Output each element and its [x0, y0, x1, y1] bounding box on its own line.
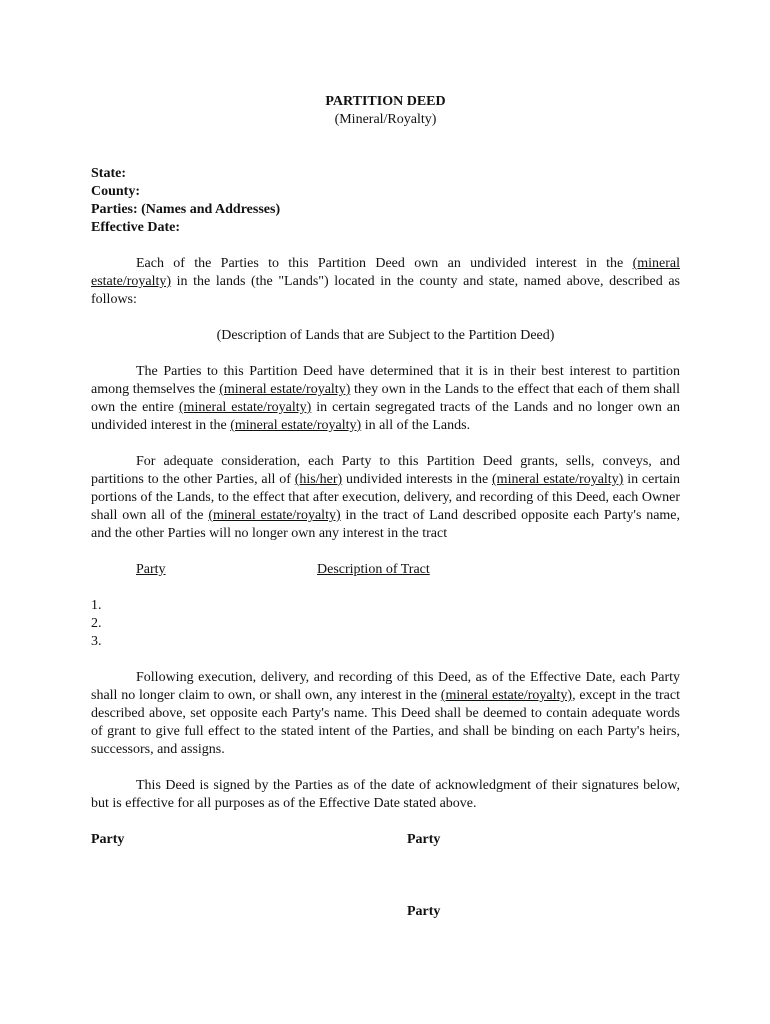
meta-block: [91, 165, 680, 237]
signature-party-right: Party: [407, 904, 441, 919]
paragraph-ownership: [91, 255, 680, 309]
effective-date-label: Effective Date:: [91, 220, 181, 235]
paragraph-signing: This Deed is signed by the Parties as of the date of acknowledgment of their signatures below, but is effective for all purposes as of the Effective Date stated above.: [91, 778, 680, 811]
signature-party-left: Party: [91, 832, 125, 847]
text-run: , except in the tract described above, set opposite each Party's name. This Deed shall be deemed to contain adequate words of grant to give full effect to the stated intent of the Parties, and shall be binding on each Party's heirs, successors, and assigns.: [91, 688, 680, 757]
list-item: 3.: [91, 634, 102, 649]
underlined-term: (mineral estate/royalty): [208, 508, 341, 523]
signature-party-right: Party: [407, 832, 441, 847]
text-run: For adequate consideration, each Party to this Partition Deed grants, sells, conveys, and partitions to the other Parties, all of: [91, 454, 680, 487]
paragraph-effect: [91, 669, 680, 759]
underlined-term: (his/her): [294, 472, 343, 487]
text-run: Following execution, delivery, and recording of this Deed, as of the Effective Date, each Party shall no longer claim to own, or shall own, any interest in the: [91, 670, 680, 703]
list-item: 2.: [91, 616, 102, 631]
text-run: undivided interests in the: [342, 472, 493, 487]
state-label: State:: [91, 166, 126, 181]
paragraph-determination: [91, 363, 680, 435]
text-run: they own in the Lands to the effect that each of them shall own the entire: [91, 382, 681, 415]
signature-row: [91, 903, 680, 921]
text-run: in certain portions of the Lands, to the effect that after execution, delivery, and recording of this Deed, each Owner shall own all of the: [91, 472, 681, 523]
column-description: Description of Tract: [317, 562, 430, 577]
text-run: Each of the Parties to this Partition Deed own an undivided interest in the: [136, 256, 633, 271]
text-run: in the lands (the "Lands") located in the county and state, named above, described as follows:: [91, 274, 680, 307]
underlined-term: (mineral estate/royalty): [492, 472, 624, 487]
underlined-term: (mineral estate/royalty): [91, 256, 680, 289]
signature-row: [91, 831, 680, 849]
text-run: The Parties to this Partition Deed have determined that it is in their best interest to partition among themselves the: [91, 364, 680, 397]
land-description-placeholder: (Description of Lands that are Subject to the Partition Deed): [216, 328, 555, 343]
underlined-term: (mineral estate/royalty): [440, 688, 573, 703]
text-run: in the tract of Land described opposite each Party's name, and the other Parties will no longer own any interest in the tract: [91, 508, 681, 541]
underlined-term: (mineral estate/royalty): [178, 400, 312, 415]
text-run: in certain segregated tracts of the Lands and no longer own an undivided interest in the: [91, 400, 680, 433]
underlined-term: (mineral estate/royalty): [230, 418, 362, 433]
parties-label: Parties: (Names and Addresses): [91, 202, 281, 217]
document-page: [91, 93, 680, 921]
tract-table-header: [91, 561, 680, 579]
paragraph-consideration: [91, 453, 680, 543]
county-label: County:: [91, 184, 141, 199]
document-title: PARTITION DEED: [325, 94, 446, 109]
tract-list: [91, 597, 680, 651]
list-item: 1.: [91, 598, 102, 613]
underlined-term: (mineral estate/royalty): [219, 382, 351, 397]
text-run: in all of the Lands.: [361, 418, 471, 433]
column-party: Party: [136, 562, 166, 577]
document-subtitle: (Mineral/Royalty): [334, 112, 437, 127]
